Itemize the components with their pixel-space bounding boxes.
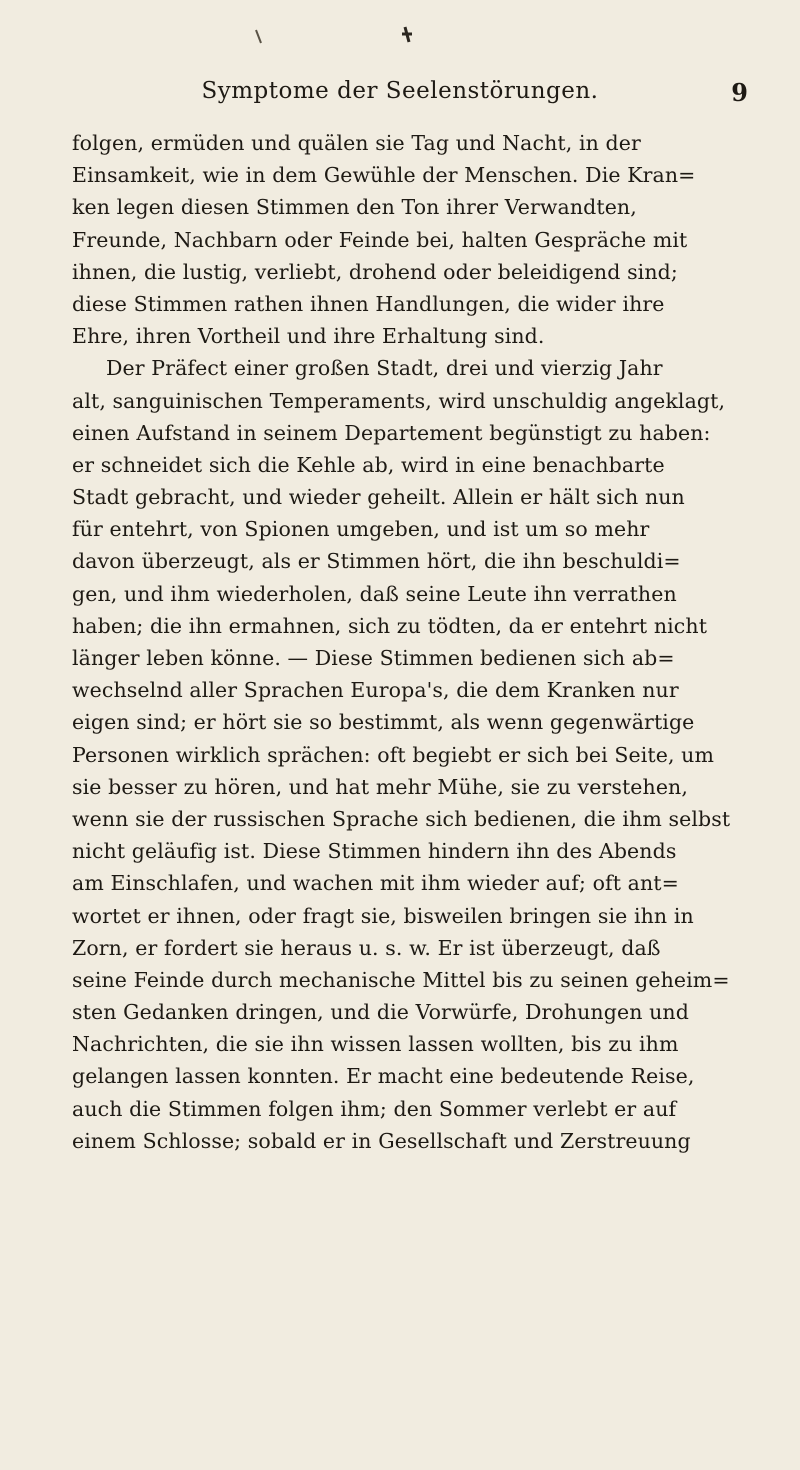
text-line: länger leben könne. — Diese Stimmen bedienen sich ab= bbox=[72, 646, 675, 670]
text-line: wechselnd aller Sprachen Europa's, die dem Kranken nur bbox=[72, 678, 679, 703]
text-line: ihnen, die lustig, verliebt, drohend oder beleidigend sind; bbox=[72, 259, 678, 284]
text-line: am Einschlafen, und wachen mit ihm wieder auf; oft ant= bbox=[72, 871, 679, 896]
text-line: nicht geläufig ist. Diese Stimmen hindern ihn des Abends bbox=[72, 839, 677, 864]
header-title: Symptome der Seelenstörungen. bbox=[201, 78, 599, 104]
text-line: einem Schlosse; sobald er in Gesellschaft und Zerstreuung bbox=[72, 1128, 691, 1153]
text-line: wenn sie der russischen Sprache sich bedienen, die ihm selbst bbox=[72, 806, 731, 831]
running-header bbox=[40, 78, 760, 118]
text-line: auch die Stimmen folgen ihm; den Sommer verlebt er auf bbox=[72, 1096, 677, 1121]
text-line: Stadt gebracht, und wieder geheilt. Allein er hält sich nun bbox=[72, 485, 685, 510]
text-line: ken legen diesen Stimmen den Ton ihrer Verwandten, bbox=[72, 195, 637, 220]
text-line: gen, und ihm wiederholen, daß seine Leute ihn verrathen bbox=[72, 581, 677, 606]
body-text bbox=[72, 127, 784, 1157]
text-line: Ehre, ihren Vortheil und ihre Erhaltung sind. bbox=[72, 324, 545, 349]
text-line: davon überzeugt, als er Stimmen hört, die ihn beschuldi= bbox=[72, 549, 681, 574]
text-line: Einsamkeit, wie in dem Gewühle der Menschen. Die Kran= bbox=[72, 163, 696, 188]
text-line: Der Präfect einer großen Stadt, drei und vierzig Jahr bbox=[106, 356, 663, 381]
text-line: für entehrt, von Spionen umgeben, und ist um so mehr bbox=[72, 517, 650, 542]
text-line: sie besser zu hören, und hat mehr Mühe, sie zu verstehen, bbox=[72, 774, 688, 799]
text-line: Nachrichten, die sie ihn wissen lassen wollten, bis zu ihm bbox=[72, 1032, 679, 1057]
ink-stroke-mark bbox=[256, 30, 261, 43]
text-line: alt, sanguinischen Temperaments, wird unschuldig angeklagt, bbox=[72, 388, 726, 413]
text-line: Freunde, Nachbarn oder Feinde bei, halten Gespräche mit bbox=[72, 227, 688, 252]
text-line: haben; die ihn ermahnen, sich zu tödten, da er entehrt nicht bbox=[72, 613, 708, 638]
text-line: eigen sind; er hört sie so bestimmt, als wenn gegenwärtige bbox=[72, 710, 695, 735]
page-number: 9 bbox=[731, 78, 748, 107]
text-line: Zorn, er fordert sie heraus u. s. w. Er ist überzeugt, daß bbox=[72, 935, 661, 960]
text-line: Personen wirklich sprächen: oft begiebt er sich bei Seite, um bbox=[72, 742, 715, 767]
text-line: er schneidet sich die Kehle ab, wird in eine benachbarte bbox=[72, 452, 665, 477]
text-line: sten Gedanken dringen, und die Vorwürfe, Drohungen und bbox=[72, 1000, 689, 1025]
text-line: gelangen lassen konnten. Er macht eine bedeutende Reise, bbox=[72, 1064, 695, 1089]
text-line: einen Aufstand in seinem Departement begünstigt zu haben: bbox=[72, 420, 711, 445]
text-line: wortet er ihnen, oder fragt sie, bisweilen bringen sie ihn in bbox=[72, 903, 694, 928]
text-line: seine Feinde durch mechanische Mittel bis zu seinen geheim= bbox=[72, 967, 730, 992]
text-line: diese Stimmen rathen ihnen Handlungen, die wider ihre bbox=[72, 291, 665, 316]
text-line: folgen, ermüden und quälen sie Tag und Nacht, in der bbox=[72, 131, 641, 155]
ink-dot-mark bbox=[402, 27, 412, 42]
